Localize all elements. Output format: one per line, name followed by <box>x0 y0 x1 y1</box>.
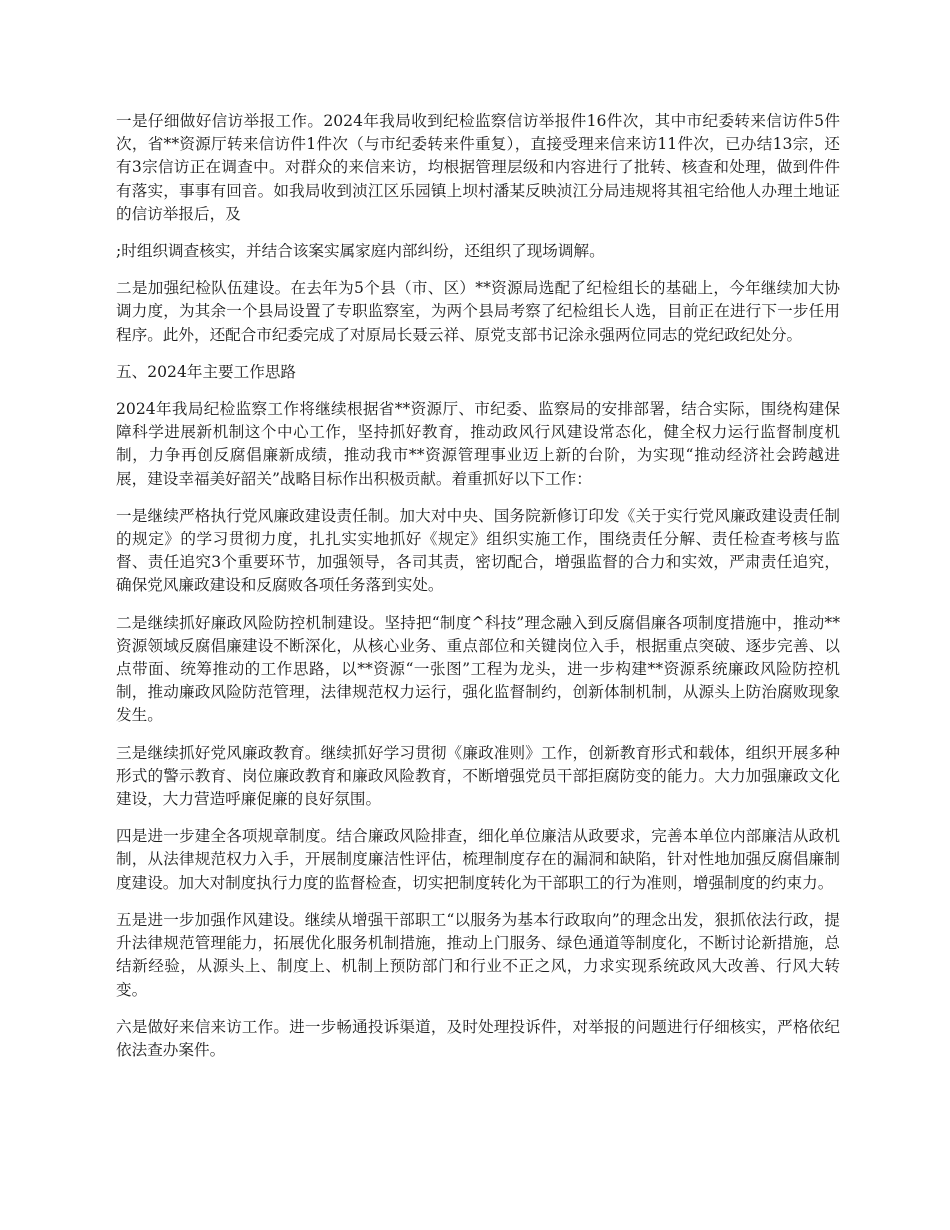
paragraph-plan-item-5: 五是进一步加强作风建设。继续从增强干部职工“以服务为基本行政取向”的理念出发，狠抓依法行政，提升法律规范管理能力，拓展优化服务机制措施，推动上门服务、绿色通道等制度化，不断讨论新措施，总结新经验，从源头上、制度上、机制上预防部门和行业不正之风，力求实现系统政风大改善、行风大转变。 <box>116 910 840 999</box>
paragraph-plan-intro: 2024年我局纪检监察工作将继续根据省**资源厅、市纪委、监察局的安排部署，结合实际，围绕构建保障科学进展新机制这个中心工作，坚持抓好教育，推动政风行风建设常态化，健全权力运行监督制度机制，力争再创反腐倡廉新成绩，推动我市**资源管理事业迈上新的台阶，为实现“推动经济社会跨越进展，建设幸福美好韶关”战略目标作出积极贡献。着重抓好以下工作： <box>116 400 840 488</box>
paragraph-plan-item-2: 二是继续抓好廉政风险防控机制建设。坚持把“制度^科技”理念融入到反腐倡廉各项制度措施中，推动**资源领域反腐倡廉建设不断深化，从核心业务、重点部位和关键岗位入手，根据重点突破、逐步完善、以点带面、统筹推动的工作思路，以**资源“一张图”工程为龙头，进一步构建**资源系统廉政风险防控机制，推动廉政风险防范管理，法律规范权力运行，强化监督制约，创新体制机制，从源头上防治腐败现象发生。 <box>116 613 840 725</box>
paragraph-petition-reporting: 一是仔细做好信访举报工作。2024年我局收到纪检监察信访举报件16件次，其中市纪委转来信访件5件次，省**资源厅转来信访件1件次（与市纪委转来件重复），直接受理来信来访11件次，已办结13宗，还有3宗信访正在调查中。对群众的来信来访，均根据管理层级和内容进行了批转、核查和处理，做到件件有落实，事事有回音。如我局收到浈江区乐园镇上坝村潘某反映浈江分局违规将其祖宅给他人办理土地证的信访举报后，及 <box>116 112 840 223</box>
section-heading-2024-plan: 五、2024年主要工作思路 <box>116 362 297 381</box>
paragraph-team-building: 二是加强纪检队伍建设。在去年为5个县（市、区）**资源局选配了纪检组长的基础上，今年继续加大协调力度，为其余一个县局设置了专职监察室，为两个县局考察了纪检组长人选，目前正在进行下一步任用程序。此外，还配合市纪委完成了对原局长聂云祥、原党支部书记涂永强两位同志的党纪政纪处分。 <box>116 279 840 344</box>
document-body <box>116 110 840 1076</box>
paragraph-plan-item-6: 六是做好来信来访工作。进一步畅通投诉渠道，及时处理投诉件，对举报的问题进行仔细核实，严格依纪依法查办案件。 <box>116 1017 840 1059</box>
paragraph-plan-item-4: 四是进一步建全各项规章制度。结合廉政风险排查，细化单位廉洁从政要求，完善本单位内部廉洁从政机制，从法律规范权力入手，开展制度廉洁性评估，梳理制度存在的漏洞和缺陷，针对性地加强反腐倡廉制度建设。加大对制度执行力度的监督检查，切实把制度转化为干部职工的行为准则，增强制度的约束力。 <box>116 827 840 892</box>
paragraph-plan-item-1: 一是继续严格执行党风廉政建设责任制。加大对中央、国务院新修订印发《关于实行党风廉政建设责任制的规定》的学习贯彻力度，扎扎实实地抓好《规定》组织实施工作，围绕责任分解、责任检查考核与监督、责任追究3个重要环节，加强领导，各司其责，密切配合，增强监督的合力和实效，严肃责任追究，确保党风廉政建设和反腐败各项任务落到实处。 <box>116 506 840 595</box>
paragraph-plan-item-3: 三是继续抓好党风廉政教育。继续抓好学习贯彻《廉政准则》工作，创新教育形式和载体，组织开展多种形式的警示教育、岗位廉政教育和廉政风险教育，不断增强党员干部拒腐防变的能力。大力加强廉政文化建设，大力营造呼廉促廉的良好氛围。 <box>116 743 840 809</box>
paragraph-petition-continued: ;时组织调查核实，并结合该案实属家庭内部纠纷，还组织了现场调解。 <box>116 242 605 261</box>
